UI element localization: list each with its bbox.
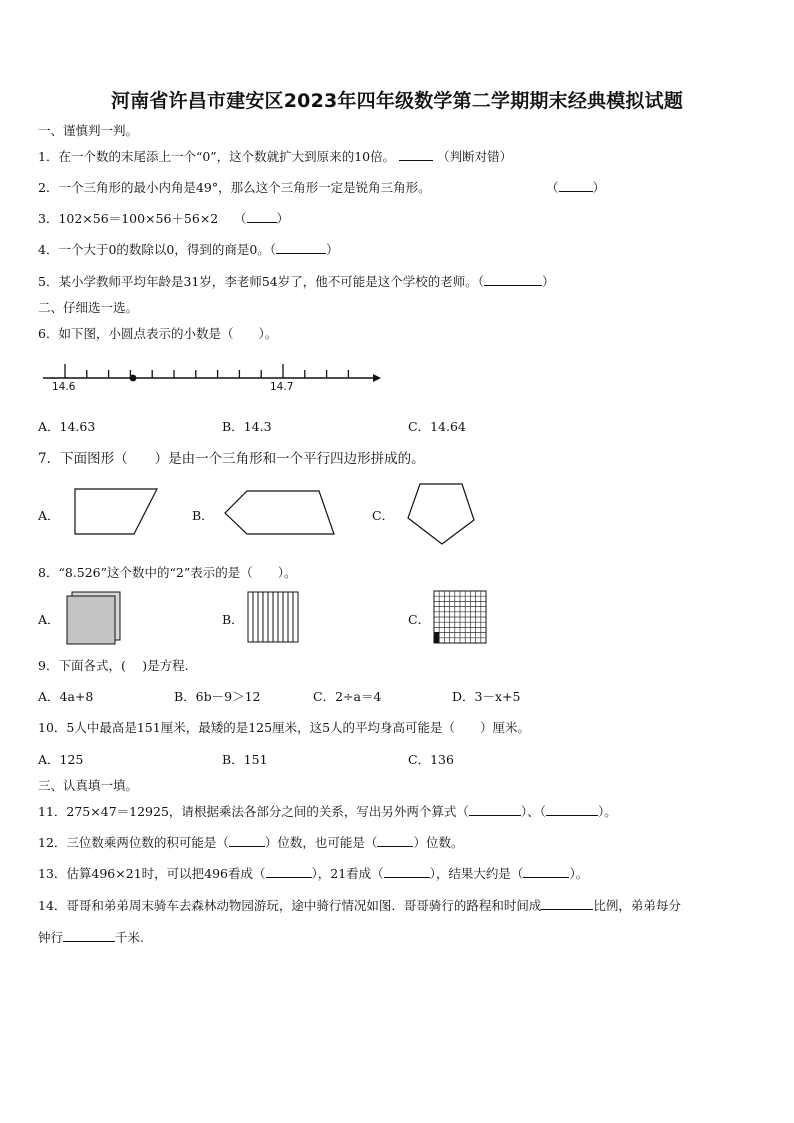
tick-label-14-6: 14.6 [52, 381, 76, 393]
question-1 [38, 147, 512, 165]
answer-blank[interactable] [229, 834, 265, 847]
question-5-text: 5．某小学教师平均年龄是31岁，李老师54岁了，他不可能是这个学校的老师。（ [38, 274, 485, 289]
q7-option-c-label[interactable]: C． [372, 508, 395, 523]
answer-blank[interactable] [484, 273, 542, 286]
question-7: 7．下面图形（ ）是由一个三角形和一个平行四边形拼成的。 [38, 451, 425, 467]
q6-option-a[interactable]: A．14.63 [38, 419, 96, 434]
page-title: 河南省许昌市建安区2023年四年级数学第二学期期末经典模拟试题 [110, 90, 684, 112]
parallelogram-shape [70, 486, 160, 538]
section-heading-fill: 三、认真填一填。 [38, 778, 139, 793]
question-2-answer: （ ） [546, 180, 606, 195]
q7-option-a-label[interactable]: A． [38, 508, 60, 523]
question-11: 11．275×47＝12925，请根据乘法各部分之间的关系，写出另外两个算式（ ）、（ ）。 [38, 804, 617, 819]
question-13: 13．估算496×21时，可以把496看成（ ），21看成（ ），结果大约是（ ）。 [38, 866, 589, 881]
question-4-text: 4．一个大于0的数除以0，得到的商是0。（ [38, 242, 277, 257]
q10-option-c[interactable]: C．136 [408, 752, 454, 767]
q10-option-a[interactable]: A．125 [38, 752, 84, 767]
number-line-ticks [65, 364, 348, 378]
q8-option-b-label[interactable]: B． [222, 612, 244, 627]
q10-option-b[interactable]: B．151 [222, 752, 268, 767]
q8-option-c-label[interactable]: C． [408, 612, 431, 627]
answer-blank[interactable] [399, 148, 433, 161]
section-heading-choose: 二、仔细选一选。 [38, 300, 139, 315]
tenths-strip-figure [246, 590, 302, 644]
answer-blank[interactable] [276, 241, 326, 254]
answer-blank[interactable] [523, 865, 569, 878]
answer-blank[interactable] [559, 179, 593, 192]
question-2 [38, 178, 431, 196]
q9-option-c[interactable]: C．2÷a＝4 [313, 689, 382, 704]
answer-blank[interactable] [377, 834, 413, 847]
question-3-answer: （ ） [234, 211, 290, 226]
q7-option-b-label[interactable]: B． [192, 508, 214, 523]
answer-blank[interactable] [384, 865, 430, 878]
question-1-text: 1．在一个数的末尾添上一个“0”，这个数就扩大到原来的10倍。 [38, 149, 396, 164]
section-heading-judge: 一、谨慎判一判。 [38, 123, 139, 138]
q9-option-b[interactable]: B．6b－9＞12 [174, 689, 261, 704]
q6-option-c[interactable]: C．14.64 [408, 419, 466, 434]
number-line-arrow [373, 374, 381, 382]
question-8: 8．“8.526”这个数中的“2”表示的是（ ）。 [38, 565, 297, 580]
hundredths-grid-figure [432, 589, 490, 645]
answer-blank[interactable] [541, 897, 593, 910]
q9-option-a[interactable]: A．4a+8 [38, 689, 94, 704]
tick-label-14-7: 14.7 [270, 381, 294, 393]
q8-option-a-label[interactable]: A． [38, 612, 60, 627]
question-3 [38, 209, 218, 227]
pentagon-shape [402, 480, 482, 550]
question-3-text: 3．102×56＝100×56＋56×2 [38, 211, 219, 226]
question-5: 5．某小学教师平均年龄是31岁，李老师54岁了，他不可能是这个学校的老师。（ ） [38, 274, 555, 289]
q9-option-d[interactable]: D．3－x+5 [452, 689, 521, 704]
question-12: 12．三位数乘两位数的积可能是（ ）位数，也可能是（ ）位数。 [38, 835, 464, 850]
square-stack-figure [64, 590, 124, 646]
q6-option-b[interactable]: B．14.3 [222, 419, 272, 434]
answer-blank[interactable] [469, 803, 521, 816]
question-2-text: 2．一个三角形的最小内角是49°，那么这个三角形一定是锐角三角形。 [38, 180, 431, 195]
number-line-figure [40, 355, 385, 395]
number-line-point [130, 375, 137, 382]
composite-shape [222, 488, 337, 538]
question-4: 4．一个大于0的数除以0，得到的商是0。（ ） [38, 242, 339, 257]
question-10: 10．5人中最高是151厘米，最矮的是125厘米，这5人的平均身高可能是（ ）厘米。 [38, 720, 531, 735]
question-14-continued: 钟行 千米. [38, 930, 144, 945]
answer-blank[interactable] [266, 865, 312, 878]
answer-blank[interactable] [63, 929, 115, 942]
question-9: 9．下面各式，( )是方程. [38, 658, 189, 673]
answer-blank[interactable] [247, 210, 277, 223]
answer-blank[interactable] [546, 803, 598, 816]
question-14: 14．哥哥和弟弟周末骑车去森林动物园游玩，途中骑行情况如图．哥哥骑行的路程和时间成 比例，弟弟每分 [38, 898, 681, 913]
question-6: 6．如下图，小圆点表示的小数是（ ）。 [38, 326, 278, 341]
question-1-tail: （判断对错） [437, 149, 513, 164]
